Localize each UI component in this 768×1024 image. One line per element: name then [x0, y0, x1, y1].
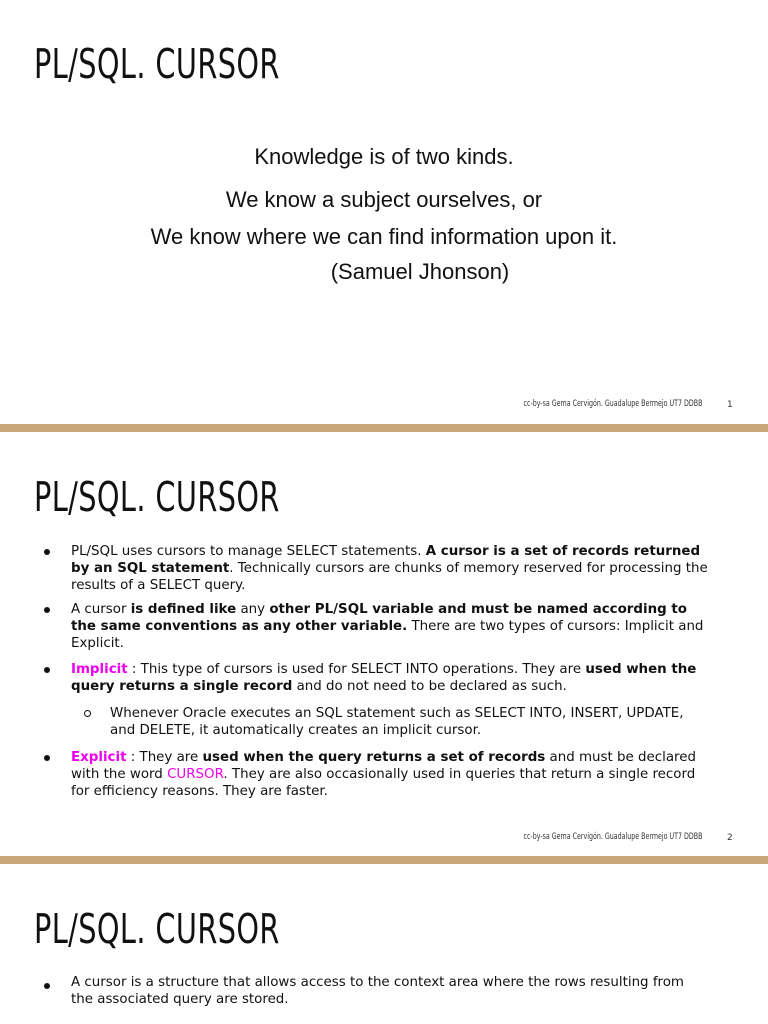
slide-title: PL/SQL. CURSOR	[34, 473, 280, 521]
slide-title: PL/SQL. CURSOR	[34, 40, 280, 88]
slide-divider	[0, 856, 768, 864]
slide-2	[0, 432, 768, 856]
slide-divider	[0, 424, 768, 432]
list-item: A cursor is defined like any other PL/SQL variable and must be named according to the same conventions as any other variable. There are two types of cursors: Implicit and Explicit.	[0, 601, 711, 652]
slide-title: PL/SQL. CURSOR	[34, 905, 280, 953]
list-item: A cursor is a structure that allows access to the context area where the rows resulting from the associated query are stored.	[0, 974, 701, 1008]
quote-line: We know where we can find information upon it.	[150, 224, 618, 249]
slide-1	[0, 0, 768, 424]
quote-line: (Samuel Jhonson)	[330, 259, 510, 284]
bullet-icon	[44, 755, 50, 761]
slide-footer: cc-by-sa Gema Cervigón. Guadalupe Bermejo UT7 DDBB	[523, 832, 702, 842]
sub-bullet-icon	[84, 710, 91, 717]
page-number: 2	[727, 833, 733, 843]
bullet-icon	[44, 607, 50, 613]
slide-footer: cc-by-sa Gema Cervigón. Guadalupe Bermejo UT7 DDBB	[523, 399, 702, 409]
bullet-list	[0, 974, 701, 1008]
bullet-list	[0, 543, 711, 800]
list-item: Explicit : They are used when the query returns a set of records and must be declared with the word CURSOR. They are also occasionally used in queries that return a single record for efficiency reasons. They are faster.	[0, 749, 711, 800]
list-item: PL/SQL uses cursors to manage SELECT statements. A cursor is a set of records returned by an SQL statement. Technically cursors are chunks of memory reserved for processing the results of a SELECT query.	[0, 543, 711, 594]
bullet-icon	[44, 667, 50, 673]
list-item: Whenever Oracle executes an SQL statement such as SELECT INTO, INSERT, UPDATE, and DELETE, it automatically creates an implicit cursor.	[0, 705, 711, 739]
bullet-icon	[44, 983, 50, 989]
page-number: 1	[727, 400, 733, 410]
quote-line: We know a subject ourselves, or	[225, 187, 543, 212]
slide-3	[0, 864, 768, 1024]
list-item: Implicit : This type of cursors is used for SELECT INTO operations. They are used when the query returns a single record and do not need to be declared as such.	[0, 661, 711, 695]
quote-line: Knowledge is of two kinds.	[254, 144, 514, 169]
bullet-icon	[44, 549, 50, 555]
